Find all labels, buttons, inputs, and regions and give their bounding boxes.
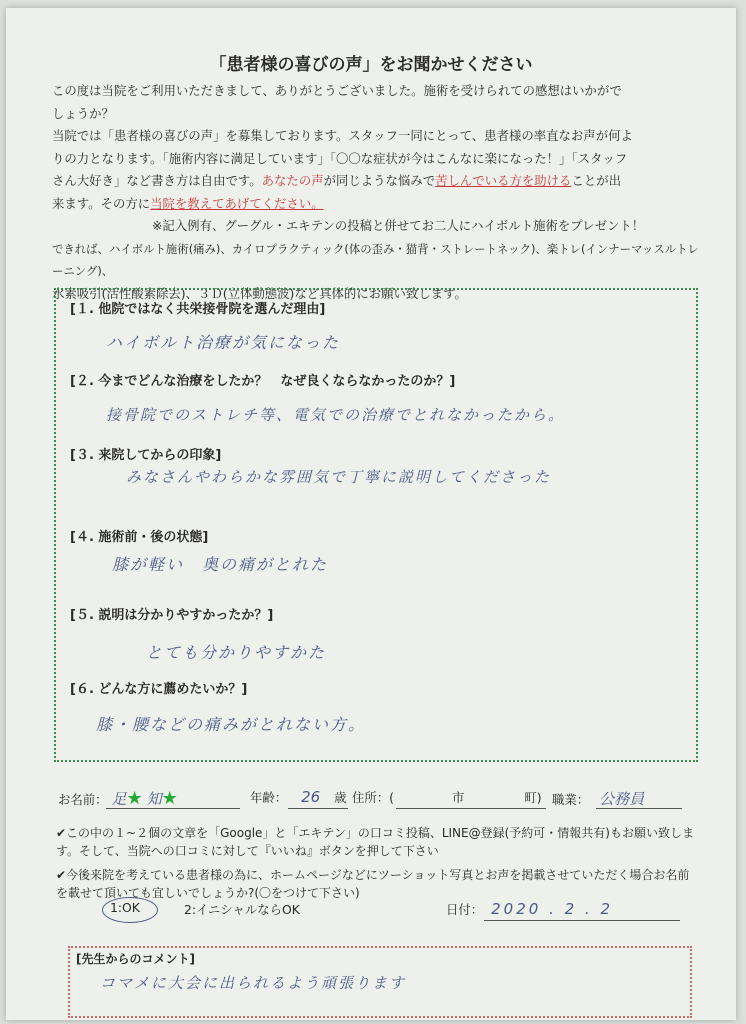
note-text: ✔今後来院を考えている患者様の為に、ホームページなどにツーショット写真とお声を掲載させていただく場合お名前を載せて頂いても宜しいでしょうか?(〇をつけて下さい) [56,868,690,900]
comment-label: [先生からのコメント] [76,952,195,966]
address-label: 住所：( [352,790,395,805]
date-underline [484,920,680,921]
date-label: 日付： [446,902,484,917]
question-label: [２. 今までどんな治療をしたか？ なぜ良くならなかったのか？] [70,374,456,389]
job-underline [596,808,682,809]
name-row [58,788,178,809]
comment-text: コマメに大会に出られるよう頑張ります [100,974,407,992]
question-label: [３. 来院してからの印象] [70,448,222,463]
star-icon: ★ [126,788,143,809]
page-title: 「患者様の喜びの声」をお聞かせください [209,55,533,75]
intro-text-span: が同じような悩みで [323,173,436,188]
intro-text [52,80,702,305]
option-ok[interactable]: 1:OK [110,900,140,915]
intro-line: 水素吸引(活性酸素除去)、３Ｄ(立体動態波)など具体的にお願い致します。 [52,285,467,301]
question-label: [５. 説明は分かりやすかったか？] [70,608,274,623]
age-row [250,788,347,806]
intro-line: できれば、ハイボルト施術(痛み)、カイロプラクティック(体の歪み・猫背・ストレートネック)、楽トレ(インナーマッスルトレーニング)、 [52,241,699,278]
address-underline [396,808,546,809]
note-text: ✔この中の１~２個の文章を「Google」と「エキテン」の口コミ投稿、LINE@登録(予約可・情報共有)もお願い致します。そして、当院への口コミに対して『いいね』ボタンを押して下さい [56,826,694,858]
intro-text-span: 来ます。その方に [52,195,151,211]
intro-line: ※記入例有、グーグル・エキテンの投稿と併せてお二人にハイボルト施術をプレゼント！ [152,218,645,233]
handwritten-answer: 接骨院でのストレチ等、電気での治療でとれなかったから。 [106,406,566,424]
intro-line: 当院では「患者様の喜びの声」を募集しております。スタッフ一同にとって、患者様の率直なお声が何よ [52,128,633,143]
address-town: 町) [524,790,542,805]
intro-line: しょうか？ [52,105,114,121]
teacher-comment-box [68,946,692,1018]
name-label: お名前： [58,792,108,807]
intro-red-span: 当院を教えてあげてください。 [150,195,324,211]
name-underline [106,808,240,809]
age-value: 26 [301,788,321,806]
intro-red-span: 苦しんでいる方を助ける [435,173,572,188]
intro-red-span: あなたの声 [261,173,324,188]
intro-line: りの力となります。「施術内容に満足しています」「〇〇な症状が今はこんなに楽になった！」「スタッフ [52,150,628,166]
intro-line [52,193,702,216]
handwritten-answer: ハイボルト治療が気になった [106,333,341,352]
question-label: [６. どんな方に薦めたいか？] [70,682,248,697]
intro-line [52,170,702,193]
handwritten-answer: 膝・腰などの痛みがとれない方。 [96,715,367,734]
age-unit: 歳 [334,790,347,805]
handwritten-answer: とても分かりやすかた [146,643,327,662]
job-value: 公務員 [599,790,645,808]
age-underline [288,808,348,809]
intro-text-span: さん大好き」など書き方は自由です。 [52,173,262,188]
notes [56,824,696,908]
intro-text-span: ことが出 [571,173,621,188]
address-row [352,788,542,806]
question-label: [１. 他院ではなく共栄接骨院を選んだ理由] [70,302,326,317]
question-label: [４. 施術前・後の状態] [70,530,209,545]
star-icon: ★ [161,788,178,809]
address-city: 市 [451,790,465,805]
date-value: 2020 . 2 . 2 [491,900,613,918]
name-value: 足 [111,790,127,808]
handwritten-answer: みなさんやわらかな雰囲気で丁寧に説明してくださった [126,468,552,486]
intro-line: この度は当院をご利用いただきまして、ありがとうございました。施術を受けられての感想はいかがで [52,83,622,98]
name-value: 知 [146,790,162,808]
handwritten-answer: 膝が軽い 奥の痛がとれた [112,555,329,574]
date-row [446,900,613,918]
job-label: 職業： [552,792,590,807]
option-initial[interactable]: 2:イニシャルならOK [184,902,300,917]
questions-box [54,288,698,762]
age-label: 年齢： [250,790,288,805]
job-row [552,788,644,809]
survey-sheet [6,8,736,1020]
